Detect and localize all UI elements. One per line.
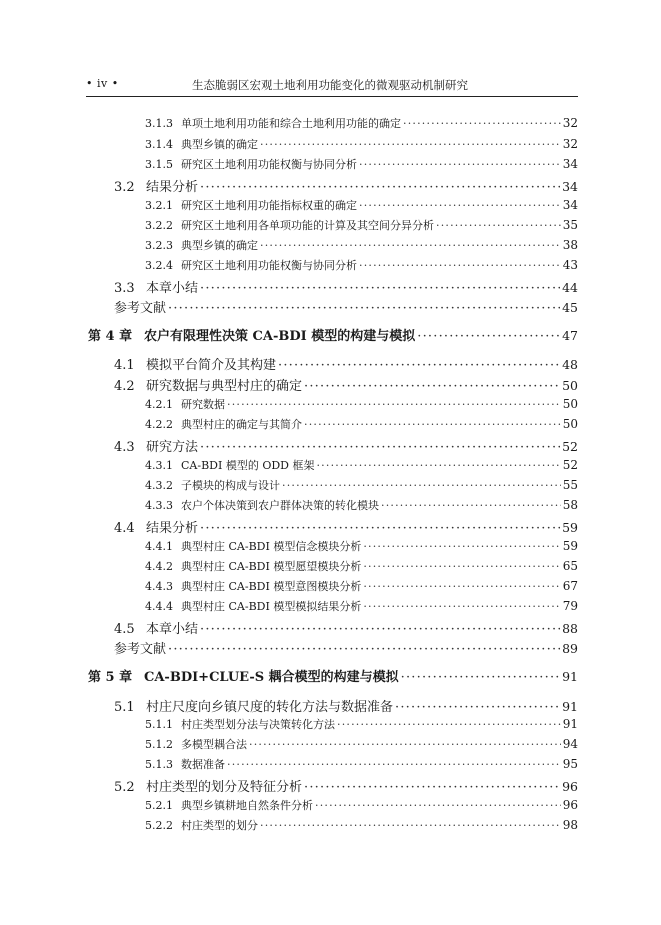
toc-entry-number: 4.4.4	[145, 600, 173, 613]
toc-entry[interactable]	[0, 176, 661, 196]
toc-entry-title: 研究区土地利用功能指标权重的确定	[181, 199, 357, 212]
toc-entry-number: 4.2	[114, 379, 135, 394]
toc-entry[interactable]	[0, 736, 661, 754]
toc-entry-page-number: 94	[562, 737, 578, 751]
toc-entry-number: 3.1.4	[145, 138, 173, 151]
toc-entry-page-number: 52	[562, 439, 578, 454]
toc-entry-title: 模拟平台简介及其构建	[146, 358, 277, 373]
toc-entry-number: 5.2.1	[145, 799, 173, 812]
toc-entry-number: 3.2.2	[145, 219, 173, 232]
toc-leader-dots	[315, 799, 561, 812]
toc-entry-title: 本章小结	[146, 281, 199, 296]
toc-entry-page-number: 45	[562, 300, 578, 315]
toc-entry[interactable]	[0, 277, 661, 297]
toc-leader-dots	[260, 239, 561, 252]
toc-entry-number: 3.1.5	[145, 158, 173, 171]
toc-entry-title: 结果分析	[146, 180, 199, 195]
toc-entry-title: 典型乡镇的确定	[181, 239, 258, 252]
toc-entry-title: 村庄类型的划分	[181, 819, 258, 832]
toc-entry-title: 参考文献	[114, 301, 167, 316]
toc-leader-dots	[363, 540, 560, 553]
toc-entry-title: 数据准备	[181, 758, 225, 771]
toc-entry-page-number: 34	[562, 198, 578, 212]
header-page-number: • iv •	[86, 77, 119, 90]
toc-entry[interactable]	[0, 396, 661, 414]
toc-entry-number: 5.1.1	[145, 718, 173, 731]
header-book-title: 生态脆弱区宏观土地利用功能变化的微观驱动机制研究	[192, 78, 468, 92]
toc-entry[interactable]	[0, 638, 661, 658]
toc-entry[interactable]	[0, 497, 661, 515]
toc-chapter-entry[interactable]	[0, 325, 661, 347]
toc-entry-number: 4.3.3	[145, 499, 173, 512]
toc-leader-dots	[436, 219, 561, 232]
toc-leader-dots	[227, 398, 561, 411]
toc-entry-title: 村庄类型划分法与决策转化方法	[181, 718, 335, 731]
toc-entry-page-number: 52	[562, 458, 578, 472]
toc-entry-title: 典型村庄 CA-BDI 模型模拟结果分析	[181, 600, 362, 613]
toc-entry-page-number: 50	[562, 378, 578, 393]
toc-entry-page-number: 55	[562, 478, 578, 492]
toc-entry-title: CA-BDI+CLUE-S 耦合模型的构建与模拟	[144, 670, 399, 685]
toc-leader-dots	[260, 819, 561, 832]
toc-leader-dots	[260, 138, 561, 151]
toc-entry-page-number: 91	[562, 717, 578, 731]
toc-entry-title: 典型乡镇的确定	[181, 138, 258, 151]
toc-entry[interactable]	[0, 538, 661, 556]
toc-entry-title: 典型村庄 CA-BDI 模型信念模块分析	[181, 540, 362, 553]
toc-leader-dots	[200, 180, 560, 195]
toc-entry-page-number: 48	[562, 357, 578, 372]
toc-entry[interactable]	[0, 817, 661, 835]
toc-entry-title: CA-BDI 模型的 ODD 框架	[181, 459, 315, 472]
toc-entry-page-number: 88	[562, 621, 578, 636]
toc-entry[interactable]	[0, 477, 661, 495]
toc-entry-number: 3.2.1	[145, 199, 173, 212]
toc-entry[interactable]	[0, 598, 661, 616]
toc-entry-title: 子模块的构成与设计	[181, 479, 280, 492]
toc-leader-dots	[304, 379, 560, 394]
toc-entry-page-number: 59	[562, 539, 578, 553]
toc-entry-page-number: 91	[562, 699, 578, 714]
toc-entry[interactable]	[0, 354, 661, 374]
toc-entry-title: 研究区土地利用各单项功能的计算及其空间分异分析	[181, 219, 434, 232]
toc-entry[interactable]	[0, 756, 661, 774]
toc-entry-page-number: 50	[562, 417, 578, 431]
toc-entry-number: 4.2.1	[145, 398, 173, 411]
toc-entry[interactable]	[0, 558, 661, 576]
toc-entry-title: 典型村庄的确定与其简介	[181, 418, 302, 431]
toc-entry[interactable]	[0, 618, 661, 638]
toc-entry-page-number: 50	[562, 397, 578, 411]
toc-entry[interactable]	[0, 237, 661, 255]
toc-leader-dots	[395, 700, 560, 715]
toc-leader-dots	[200, 521, 560, 536]
toc-leader-dots	[200, 622, 560, 637]
toc-entry-page-number: 32	[562, 116, 578, 130]
toc-entry-page-number: 44	[562, 280, 578, 295]
toc-entry-number: 4.3.2	[145, 479, 173, 492]
toc-chapter-entry[interactable]	[0, 666, 661, 688]
toc-entry-number: 4.3	[114, 440, 135, 455]
toc-leader-dots	[363, 560, 560, 573]
toc-entry[interactable]	[0, 115, 661, 133]
toc-entry-page-number: 32	[562, 137, 578, 151]
toc-entry-number: 5.1.3	[145, 758, 173, 771]
toc-entry-number: 5.2	[114, 780, 135, 795]
toc-entry[interactable]	[0, 297, 661, 317]
toc-entry[interactable]	[0, 797, 661, 815]
toc-entry-title: 单项土地利用功能和综合土地利用功能的确定	[181, 117, 401, 130]
toc-entry-title: 农户个体决策到农户群体决策的转化模块	[181, 499, 379, 512]
toc-leader-dots	[363, 580, 560, 593]
toc-entry-title: 研究区土地利用功能权衡与协同分析	[181, 259, 357, 272]
toc-leader-dots	[381, 499, 561, 512]
toc-entry-page-number: 43	[562, 258, 578, 272]
toc-entry[interactable]	[0, 257, 661, 275]
toc-leader-dots	[359, 199, 561, 212]
toc-entry-number: 3.2	[114, 180, 135, 195]
toc-entry-title: 研究数据与典型村庄的确定	[146, 379, 303, 394]
toc-entry-number: 4.4.2	[145, 560, 173, 573]
toc-leader-dots	[304, 780, 560, 795]
toc-entry-title: 典型村庄 CA-BDI 模型意图模块分析	[181, 580, 362, 593]
toc-entry-title: 本章小结	[146, 622, 199, 637]
toc-entry-page-number: 34	[562, 157, 578, 171]
toc-entry[interactable]	[0, 156, 661, 174]
toc-leader-dots	[249, 738, 561, 751]
toc-entry-page-number: 58	[562, 498, 578, 512]
toc-entry[interactable]	[0, 416, 661, 434]
toc-leader-dots	[278, 358, 560, 373]
toc-entry-number: 第 5 章	[88, 670, 133, 685]
toc-entry-number: 5.2.2	[145, 819, 173, 832]
toc-leader-dots	[417, 329, 560, 344]
toc-entry-title: 村庄尺度向乡镇尺度的转化方法与数据准备	[146, 700, 394, 715]
toc-entry-number: 3.2.3	[145, 239, 173, 252]
toc-entry-title: 结果分析	[146, 521, 199, 536]
toc-entry-page-number: 96	[562, 798, 578, 812]
toc-entry-number: 4.2.2	[145, 418, 173, 431]
toc-entry-number: 5.1	[114, 700, 135, 715]
toc-entry[interactable]	[0, 716, 661, 734]
toc-leader-dots	[359, 158, 561, 171]
toc-entry-number: 4.1	[114, 358, 135, 373]
toc-entry[interactable]	[0, 436, 661, 456]
toc-entry-page-number: 34	[562, 179, 578, 194]
toc-entry-number: 4.3.1	[145, 459, 173, 472]
toc-entry-number: 4.5	[114, 622, 135, 637]
toc-entry-number: 3.1.3	[145, 117, 173, 130]
toc-entry-title: 农户有限理性决策 CA-BDI 模型的构建与模拟	[144, 329, 416, 344]
toc-entry[interactable]	[0, 517, 661, 537]
toc-entry-number: 4.4.3	[145, 580, 173, 593]
toc-entry-page-number: 98	[562, 818, 578, 832]
toc-leader-dots	[359, 259, 561, 272]
toc-entry-page-number: 59	[562, 520, 578, 535]
toc-entry-title: 研究区土地利用功能权衡与协同分析	[181, 158, 357, 171]
toc-entry[interactable]	[0, 776, 661, 796]
toc-leader-dots	[168, 642, 560, 657]
toc-entry[interactable]	[0, 457, 661, 475]
toc-leader-dots	[316, 459, 560, 472]
toc-entry-number: 4.4.1	[145, 540, 173, 553]
toc-entry-title: 村庄类型的划分及特征分析	[146, 780, 303, 795]
toc-entry-page-number: 89	[562, 641, 578, 656]
toc-entry-title: 研究数据	[181, 398, 225, 411]
toc-entry-page-number: 38	[562, 238, 578, 252]
toc-entry[interactable]	[0, 136, 661, 154]
toc-entry-page-number: 35	[562, 218, 578, 232]
toc-entry[interactable]	[0, 197, 661, 215]
toc-entry-number: 5.1.2	[145, 738, 173, 751]
toc-leader-dots	[337, 718, 561, 731]
toc-leader-dots	[282, 479, 561, 492]
toc-leader-dots	[363, 600, 560, 613]
toc-entry-page-number: 65	[562, 559, 578, 573]
toc-entry-page-number: 67	[562, 579, 578, 593]
toc-leader-dots	[227, 758, 561, 771]
toc-leader-dots	[401, 670, 560, 685]
toc-entry[interactable]	[0, 696, 661, 716]
toc-entry-page-number: 47	[562, 328, 578, 343]
toc-entry-page-number: 91	[562, 669, 578, 684]
toc-leader-dots	[200, 281, 560, 296]
toc-entry-page-number: 95	[562, 757, 578, 771]
toc-entry[interactable]	[0, 578, 661, 596]
toc-entry-number: 3.2.4	[145, 259, 173, 272]
toc-entry-title: 典型乡镇耕地自然条件分析	[181, 799, 313, 812]
toc-leader-dots	[304, 418, 561, 431]
toc-entry[interactable]	[0, 217, 661, 235]
toc-entry-page-number: 79	[562, 599, 578, 613]
toc-entry[interactable]	[0, 375, 661, 395]
toc-entry-title: 研究方法	[146, 440, 199, 455]
toc-entry-title: 参考文献	[114, 642, 167, 657]
toc-leader-dots	[168, 301, 560, 316]
toc-entry-title: 典型村庄 CA-BDI 模型愿望模块分析	[181, 560, 362, 573]
toc-entry-page-number: 96	[562, 779, 578, 794]
toc-leader-dots	[403, 117, 561, 130]
toc-leader-dots	[200, 440, 560, 455]
toc-entry-number: 4.4	[114, 521, 135, 536]
toc-entry-number: 第 4 章	[88, 329, 133, 344]
toc-entry-title: 多模型耦合法	[181, 738, 247, 751]
toc-entry-number: 3.3	[114, 281, 135, 296]
